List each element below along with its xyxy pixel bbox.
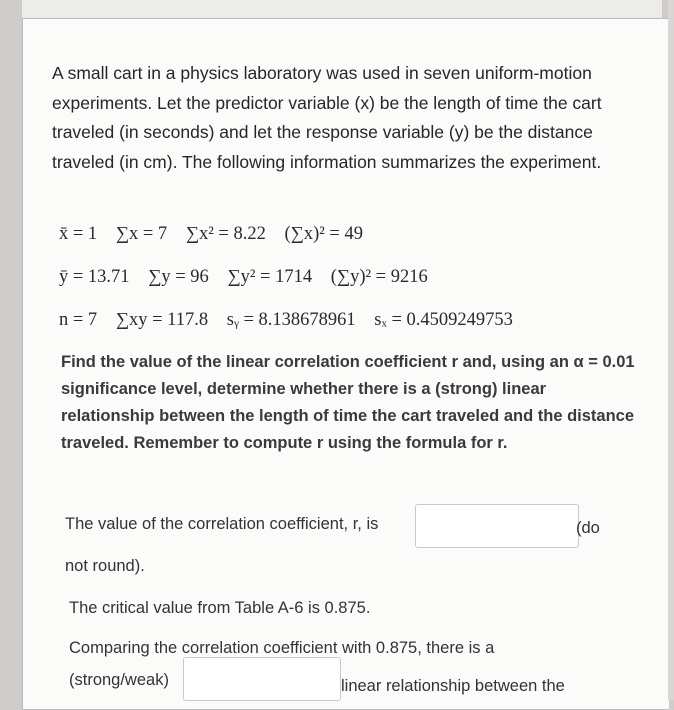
- strong-weak-label: (strong/weak): [69, 671, 169, 689]
- comparing-text: Comparing the correlation coefficient with 0.875, there is a: [69, 639, 495, 657]
- strength-input[interactable]: [183, 657, 341, 701]
- not-round-label: not round).: [65, 557, 145, 575]
- critical-value-text: The critical value from Table A-6 is 0.875.: [69, 599, 371, 617]
- do-label: (do: [576, 519, 600, 537]
- sum-x-squared: ∑x² = 8.22: [185, 224, 266, 244]
- sum-y-squared: ∑y² = 1714: [227, 267, 313, 287]
- stats-row-1: [59, 224, 377, 245]
- s-y: sᵧ = 8.138678961: [226, 310, 356, 330]
- right-edge: [668, 0, 674, 700]
- stats-row-3: [59, 310, 527, 331]
- question-text: Find the value of the linear correlation coefficient r and, using an α = 0.01 significance level, determine whether there is a (strong) linear relationship between the length of time the cart traveled and the distance traveled. Remember to compute r using the formula for r.: [61, 353, 635, 452]
- stats-row-2: [59, 267, 442, 288]
- sum-y: ∑y = 96: [148, 267, 209, 287]
- relationship-text: linear relationship between the: [341, 677, 565, 695]
- r-value-input[interactable]: [415, 504, 579, 548]
- r-label: The value of the correlation coefficient, r, is: [65, 515, 379, 533]
- sum-xy: ∑xy = 117.8: [115, 310, 209, 330]
- top-bar: [22, 0, 662, 18]
- n-value: n = 7: [59, 310, 98, 330]
- sum-x: ∑x = 7: [115, 224, 168, 244]
- sum-x-all-squared: (∑x)² = 49: [284, 224, 363, 244]
- s-x: sₓ = 0.4509249753: [374, 310, 513, 330]
- sum-y-all-squared: (∑y)² = 9216: [330, 267, 428, 287]
- x-mean: x̄ = 1: [59, 224, 98, 244]
- question-card: [22, 18, 669, 710]
- problem-intro: A small cart in a physics laboratory was used in seven uniform-motion experiments. Let the predictor variable (x) be the length of time the cart traveled (in seconds) and let the response variable (y) be the distance traveled (in cm). The following information summarizes the experiment.: [52, 63, 602, 172]
- y-mean: ȳ = 13.71: [59, 267, 130, 287]
